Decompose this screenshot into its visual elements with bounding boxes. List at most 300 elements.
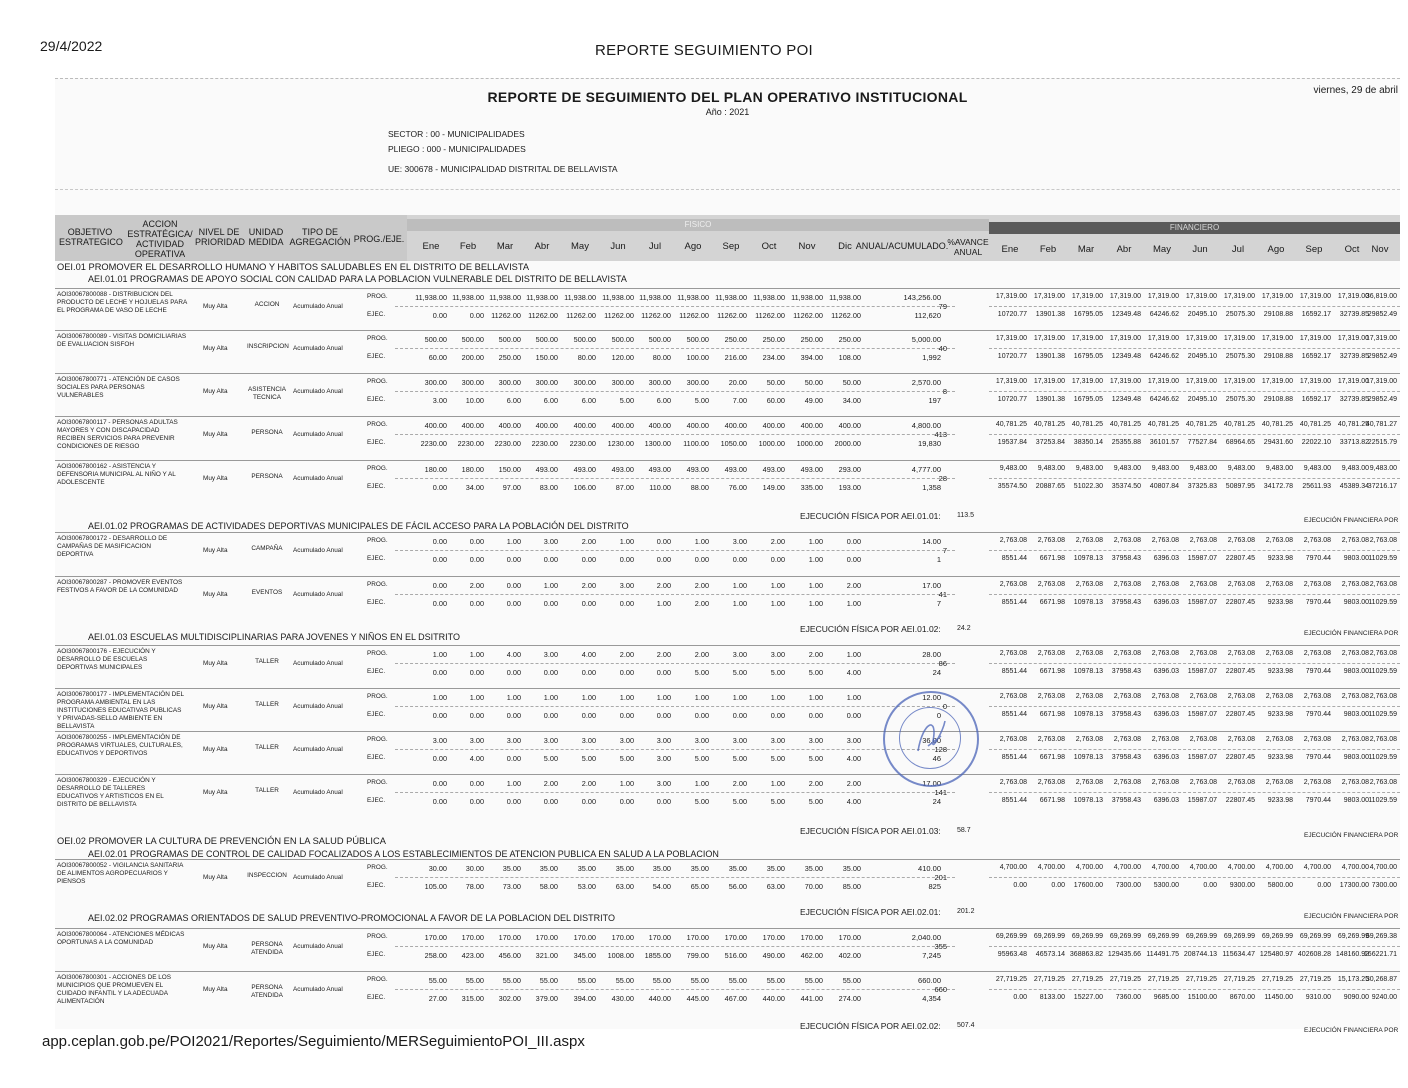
financiera-summary-label: EJECUCIÓN FINANCIERA POR (1304, 517, 1399, 524)
prog-value: 0.00 (432, 581, 447, 590)
report-ue: UE: 300678 - MUNICIPALIDAD DISTRITAL DE BELLAVISTA (388, 164, 618, 174)
activity-name: AOI30067800771 - ATENCIÓN DE CASOS SOCIALES PARA PERSONAS VULNERABLES (57, 376, 180, 399)
prog-value: 30.00 (465, 864, 484, 873)
annual-programmed: 28.00 (922, 650, 941, 659)
fin-prog-value: 17,319.00 (1109, 293, 1141, 300)
fin-ejec-value: 22807.45 (1225, 711, 1255, 718)
prog-label: PROG. (367, 650, 388, 657)
activity-name: AOI30067800089 - VISITAS DOMICILIARIAS DE EVALUACION SISFOH (57, 333, 187, 348)
row-separator (55, 576, 1400, 577)
financiera-summary-label: EJECUCIÓN FINANCIERA POR (1304, 913, 1399, 920)
row-separator (55, 774, 1400, 775)
annual-programmed: 14.00 (922, 537, 941, 546)
prog-value: 3.00 (619, 736, 634, 745)
fin-prog-value: 69,269.99 (1261, 933, 1293, 940)
ejec-value: 11262.00 (679, 311, 709, 320)
fin-prog-value: 69,269.38 (1365, 933, 1397, 940)
fin-ejec-value: 6396.03 (1153, 599, 1179, 606)
ejec-value: 34.00 (465, 483, 484, 492)
fin-ejec-value: 16795.05 (1073, 311, 1103, 318)
ejec-value: 4.00 (846, 754, 861, 763)
fisica-summary-label: EJECUCIÓN FÍSICA POR AEI.02.01: (800, 907, 941, 917)
fin-prog-value: 2,763.08 (1151, 650, 1179, 657)
ejec-label: EJEC. (367, 754, 386, 761)
fin-ejec-value: 8551.44 (1001, 754, 1027, 761)
fin-ejec-value: 16592.17 (1301, 396, 1331, 403)
prog-value: 11,938.00 (526, 293, 558, 302)
prog-label: PROG. (367, 581, 388, 588)
fin-prog-value: 2,763.08 (1189, 537, 1217, 544)
fin-prog-value: 2,763.08 (1341, 581, 1369, 588)
prog-value: 1.00 (732, 693, 747, 702)
fin-prog-value: 2,763.08 (1265, 779, 1293, 786)
fin-ejec-value: 10978.13 (1073, 754, 1103, 761)
ejec-label: EJEC. (367, 311, 386, 318)
fin-ejec-value: 37958.43 (1111, 599, 1141, 606)
prog-value: 1.00 (770, 693, 785, 702)
annual-progress: 86 (938, 659, 947, 668)
prog-value: 50.00 (842, 378, 861, 387)
ejec-value: 1.00 (656, 599, 671, 608)
prog-value: 150.00 (498, 465, 521, 474)
ejec-value: 1.00 (770, 599, 785, 608)
prog-value: 1.00 (770, 581, 785, 590)
fin-ejec-value: 6671.98 (1039, 555, 1065, 562)
fin-prog-value: 2,763.08 (1369, 581, 1397, 588)
row-separator (55, 928, 1400, 929)
prog-label: PROG. (367, 976, 388, 983)
fin-divider (989, 663, 1400, 664)
prog-value: 3.00 (808, 736, 823, 745)
prog-value: 4.00 (581, 650, 596, 659)
prog-value: 1.00 (543, 693, 558, 702)
ejec-label: EJEC. (367, 668, 386, 675)
ejec-value: 87.00 (615, 483, 634, 492)
fin-ejec-value: 6396.03 (1153, 797, 1179, 804)
fin-divider (989, 434, 1400, 435)
fin-month-header: Feb (1039, 244, 1057, 255)
fin-prog-value: 69,269.99 (1109, 933, 1141, 940)
row-divider (395, 946, 955, 947)
fin-ejec-value: 22515.79 (1367, 439, 1397, 446)
annual-programmed: 36.00 (922, 736, 941, 745)
annual-executed: 4,354 (922, 994, 941, 1003)
fin-ejec-value: 125480.97 (1259, 951, 1293, 958)
prog-value: 3.00 (506, 736, 521, 745)
activity-name: AOI30067800329 - EJECUCIÓN Y DESARROLLO DE TALLERES EDUCATIVOS Y ARTISTICOS EN EL DISTRITO DE BELLAVISTA (57, 777, 164, 808)
fin-ejec-value: 33713.82 (1339, 439, 1369, 446)
prog-value: 55.00 (577, 976, 596, 985)
annual-progress: 660 (934, 985, 947, 994)
ejec-value: 1000.00 (758, 439, 785, 448)
prog-value: 300.00 (573, 378, 596, 387)
fin-prog-value: 27,719.25 (995, 976, 1027, 983)
prog-label: PROG. (367, 378, 388, 385)
prog-value: 1.00 (808, 581, 823, 590)
prog-value: 400.00 (800, 421, 823, 430)
prog-value: 1.00 (846, 650, 861, 659)
unit: ASISTENCIA TECNICA (248, 386, 286, 401)
aggregation: Acumulado Anual (293, 547, 343, 554)
aggregation: Acumulado Anual (293, 943, 343, 950)
ejec-value: 258.00 (424, 951, 447, 960)
prog-value: 3.00 (846, 736, 861, 745)
fin-divider (989, 306, 1400, 307)
ejec-value: 1.00 (808, 599, 823, 608)
fin-ejec-value: 35374.50 (1111, 483, 1141, 490)
ejec-value: 60.00 (766, 396, 785, 405)
ejec-value: 2230.00 (531, 439, 558, 448)
fin-ejec-value: 10978.13 (1073, 711, 1103, 718)
prog-value: 35.00 (842, 864, 861, 873)
fin-prog-value: 2,763.08 (1037, 537, 1065, 544)
fin-prog-value: 40,781.25 (1223, 421, 1255, 428)
fin-ejec-value: 11029.59 (1368, 797, 1397, 804)
ejec-label: EJEC. (367, 555, 386, 562)
prog-value: 400.00 (498, 421, 521, 430)
fin-prog-value: 27,719.25 (1299, 976, 1331, 983)
fin-prog-value: 2,763.08 (1075, 537, 1103, 544)
prog-label: PROG. (367, 736, 388, 743)
report-sector: SECTOR : 00 - MUNICIPALIDADES (388, 129, 525, 139)
fin-prog-value: 9,483.00 (1303, 465, 1331, 472)
fin-prog-value: 4,700.00 (1265, 864, 1293, 871)
prog-value: 35.00 (539, 864, 558, 873)
fin-ejec-value: 45389.34 (1339, 483, 1369, 490)
fin-prog-value: 4,700.00 (999, 864, 1027, 871)
annual-programmed: 410.00 (918, 864, 941, 873)
fin-prog-value: 17,319.00 (1223, 293, 1255, 300)
ejec-value: 200.00 (461, 353, 484, 362)
print-url: app.ceplan.gob.pe/POI2021/Reportes/Seguimiento/MERSeguimientoPOI_III.aspx (42, 1033, 585, 1050)
ejec-value: 100.00 (686, 353, 709, 362)
ejec-value: 63.00 (766, 882, 785, 891)
ejec-value: 0.00 (506, 555, 521, 564)
row-divider (395, 749, 955, 750)
ejec-value: 80.00 (577, 353, 596, 362)
fin-prog-value: 4,700.00 (1189, 864, 1217, 871)
prog-value: 2.00 (581, 581, 596, 590)
annual-progress: 28 (938, 474, 947, 483)
fin-month-header: Mar (1077, 244, 1095, 255)
fisica-summary-label: EJECUCIÓN FÍSICA POR AEI.01.01: (800, 511, 941, 521)
prog-value: 11,938.00 (715, 293, 747, 302)
fin-ejec-value: 7970.44 (1305, 599, 1331, 606)
prog-value: 500.00 (648, 335, 671, 344)
fin-prog-value: 69,269.99 (1299, 933, 1331, 940)
fin-prog-value: 17,319.00 (1261, 378, 1293, 385)
fin-ejec-value: 40807.84 (1149, 483, 1179, 490)
prog-value: 2.00 (770, 537, 785, 546)
prog-value: 0.00 (656, 537, 671, 546)
official-seal (883, 691, 979, 787)
row-separator (55, 416, 1400, 417)
fin-ejec-value: 32739.85 (1339, 311, 1369, 318)
fin-ejec-value: 13901.38 (1035, 311, 1065, 318)
fisica-summary-value: 507.4 (957, 1022, 975, 1029)
ejec-value: 0.00 (469, 711, 484, 720)
fin-prog-value: 17,319.00 (1033, 293, 1065, 300)
prog-value: 493.00 (724, 465, 747, 474)
ejec-value: 5.00 (732, 754, 747, 763)
ejec-label: EJEC. (367, 711, 386, 718)
ejec-value: 4.00 (846, 668, 861, 677)
annual-executed: 1 (936, 555, 941, 564)
month-header: Jun (610, 241, 626, 252)
prog-value: 55.00 (690, 976, 709, 985)
prog-value: 170.00 (724, 933, 747, 942)
ejec-value: 440.00 (762, 994, 785, 1003)
fin-prog-value: 2,763.08 (999, 537, 1027, 544)
activity-name: AOI30067800301 - ACCIONES DE LOS MUNICIPIOS QUE PROMUEVEN EL CUIDADO INFANTIL Y LA ADECUADA ALIMENTACIÓN (57, 974, 172, 1005)
ejec-value: 73.00 (502, 882, 521, 891)
ejec-value: 58.00 (539, 882, 558, 891)
prog-value: 11,938.00 (639, 293, 671, 302)
priority: Muy Alta (203, 547, 228, 554)
ejec-value: 0.00 (469, 555, 484, 564)
ejec-value: 60.00 (428, 353, 447, 362)
ejec-value: 11262.00 (566, 311, 596, 320)
row-separator (55, 731, 1400, 732)
prog-value: 2.00 (656, 650, 671, 659)
fin-ejec-value: 64246.62 (1149, 353, 1179, 360)
ejec-value: 0.00 (506, 754, 521, 763)
fin-ejec-value: 9233.98 (1267, 555, 1293, 562)
prog-value: 3.00 (581, 736, 596, 745)
fin-ejec-value: 15987.07 (1187, 555, 1217, 562)
prog-value: 55.00 (502, 976, 521, 985)
row-separator (55, 330, 1400, 331)
ejec-value: 6.00 (543, 396, 558, 405)
prog-value: 11,938.00 (415, 293, 447, 302)
fin-ejec-value: 9233.98 (1267, 711, 1293, 718)
report-sheet (55, 78, 1400, 1034)
fin-ejec-value: 12349.48 (1111, 396, 1141, 403)
ejec-value: 0.00 (808, 711, 823, 720)
month-header: Abr (534, 241, 550, 252)
ejec-value: 63.00 (615, 882, 634, 891)
activity-name: AOI30067800255 - IMPLEMENTACIÓN DE PROGRAMAS VIRTUALES, CULTURALES, EDUCATIVOS Y DEPORTIVOS (57, 734, 183, 757)
fin-divider (989, 550, 1400, 551)
fin-prog-value: 9,483.00 (1113, 465, 1141, 472)
fin-prog-value: 69,269.99 (1147, 933, 1179, 940)
prog-value: 35.00 (804, 864, 823, 873)
fin-ejec-value: 6396.03 (1153, 555, 1179, 562)
prog-value: 3.00 (732, 537, 747, 546)
ejec-label: EJEC. (367, 483, 386, 490)
ejec-value: 88.00 (690, 483, 709, 492)
priority: Muy Alta (203, 746, 228, 753)
print-date: 29/4/2022 (40, 38, 103, 54)
unit: INSCRIPCION (247, 343, 289, 350)
aggregation: Acumulado Anual (293, 591, 343, 598)
ejec-value: 27.00 (428, 994, 447, 1003)
ejec-value: 53.00 (577, 882, 596, 891)
prog-value: 493.00 (762, 465, 785, 474)
fin-ejec-value: 25075.30 (1225, 396, 1255, 403)
fin-divider (989, 706, 1400, 707)
ejec-value: 0.00 (656, 797, 671, 806)
ejec-value: 5.00 (808, 754, 823, 763)
row-separator (55, 645, 1400, 646)
fin-ejec-value: 6671.98 (1039, 711, 1065, 718)
fin-month-header: Jun (1192, 244, 1208, 255)
ejec-value: 5.00 (543, 754, 558, 763)
month-header: Ago (684, 241, 702, 252)
report-title: REPORTE DE SEGUIMIENTO DEL PLAN OPERATIVO INSTITUCIONAL (487, 89, 968, 105)
fin-ejec-value: 6396.03 (1153, 754, 1179, 761)
aggregation: Acumulado Anual (293, 345, 343, 352)
fin-ejec-value: 29108.88 (1263, 311, 1293, 318)
fin-prog-value: 17,319.00 (1147, 378, 1179, 385)
fin-ejec-value: 37216.17 (1367, 483, 1397, 490)
unit: TALLER (255, 701, 279, 708)
prog-value: 170.00 (498, 933, 521, 942)
annual-programmed: 17.00 (922, 581, 941, 590)
ejec-value: 0.00 (432, 797, 447, 806)
fin-ejec-value: 7300.00 (1115, 882, 1141, 889)
fin-ejec-value: 9233.98 (1267, 668, 1293, 675)
fin-prog-value: 27,719.25 (1261, 976, 1293, 983)
fin-ejec-value: 10720.77 (997, 396, 1027, 403)
prog-value: 180.00 (461, 465, 484, 474)
fin-ejec-value: 114491.75 (1146, 951, 1179, 958)
fin-prog-value: 17,319.00 (1299, 335, 1331, 342)
ejec-value: 5.00 (732, 668, 747, 677)
prog-value: 170.00 (686, 933, 709, 942)
prog-value: 170.00 (800, 933, 823, 942)
annual-progress: 0 (942, 702, 947, 711)
ejec-value: 315.00 (461, 994, 484, 1003)
ejec-value: 1230.00 (607, 439, 634, 448)
ejec-value: 234.00 (762, 353, 785, 362)
fin-ejec-value: 5300.00 (1153, 882, 1179, 889)
fin-prog-value: 9,483.00 (999, 465, 1027, 472)
prog-value: 400.00 (838, 421, 861, 430)
financiera-summary-label: EJECUCIÓN FINANCIERA POR (1304, 832, 1399, 839)
prog-label: PROG. (367, 537, 388, 544)
col-prog: PROG./EJE. (353, 234, 405, 244)
fin-ejec-value: 51022.30 (1073, 483, 1103, 490)
fin-prog-value: 17,319.00 (1299, 378, 1331, 385)
fin-prog-value: 17,319.00 (1185, 378, 1217, 385)
prog-value: 35.00 (652, 864, 671, 873)
fin-prog-value: 2,763.08 (1113, 693, 1141, 700)
fin-ejec-value: 10978.13 (1073, 797, 1103, 804)
fin-ejec-value: 9310.00 (1305, 994, 1331, 1001)
action-heading: AEI.02.01 PROGRAMAS DE CONTROL DE CALIDAD FOCALIZADOS A LOS ESTABLECIMIENTOS DE ATENCION PUBLICA EN SALUD A LA POBLACION (88, 849, 719, 859)
fin-prog-value: 2,763.08 (1075, 693, 1103, 700)
fin-month-header: Oct (1344, 244, 1360, 255)
prog-value: 3.00 (656, 779, 671, 788)
fin-ejec-value: 32739.85 (1339, 396, 1369, 403)
activity-name: AOI30067800088 - DISTRIBUCION DEL PRODUCTO DE LECHE Y HOJUELAS PARA EL PROGRAMA DE VASO DE LECHE (57, 291, 187, 314)
ejec-value: 54.00 (652, 882, 671, 891)
fin-ejec-value: 36101.57 (1149, 439, 1179, 446)
report-year: Año : 2021 (705, 107, 750, 117)
aggregation: Acumulado Anual (293, 703, 343, 710)
fin-ejec-value: 22807.45 (1225, 754, 1255, 761)
fin-ejec-value: 6671.98 (1039, 797, 1065, 804)
ejec-value: 0.00 (506, 599, 521, 608)
annual-progress: 201 (934, 873, 947, 882)
ejec-value: 0.00 (506, 797, 521, 806)
fin-ejec-value: 12349.48 (1111, 311, 1141, 318)
ejec-value: 65.00 (690, 882, 709, 891)
fin-prog-value: 2,763.08 (999, 693, 1027, 700)
prog-value: 1.00 (506, 693, 521, 702)
prog-value: 0.00 (506, 581, 521, 590)
ejec-label: EJEC. (367, 599, 386, 606)
aggregation: Acumulado Anual (293, 986, 343, 993)
row-divider (395, 550, 955, 551)
row-divider (395, 306, 955, 307)
annual-executed: 1,358 (922, 483, 941, 492)
annual-programmed: 143,256.00 (903, 293, 941, 302)
ejec-value: 120.00 (611, 353, 634, 362)
ejec-label: EJEC. (367, 353, 386, 360)
fin-prog-value: 2,763.08 (1189, 693, 1217, 700)
ejec-value: 5.00 (770, 668, 785, 677)
priority: Muy Alta (203, 345, 228, 352)
prog-value: 0.00 (432, 537, 447, 546)
prog-value: 170.00 (535, 933, 558, 942)
ejec-value: 6.00 (581, 396, 596, 405)
fin-prog-value: 2,763.08 (1303, 779, 1331, 786)
prog-value: 30.00 (428, 864, 447, 873)
ejec-value: 441.00 (800, 994, 823, 1003)
fin-ejec-value: 95963.48 (997, 951, 1027, 958)
ejec-value: 5.00 (770, 797, 785, 806)
fin-ejec-value: 0.00 (1013, 882, 1027, 889)
fin-ejec-value: 25611.93 (1302, 483, 1331, 490)
prog-value: 1.00 (619, 693, 634, 702)
ejec-value: 0.00 (694, 711, 709, 720)
ejec-value: 106.00 (573, 483, 596, 492)
prog-value: 293.00 (838, 465, 861, 474)
fin-ejec-value: 9685.00 (1153, 994, 1179, 1001)
prog-value: 4.00 (506, 650, 521, 659)
separator (55, 189, 1400, 190)
fin-prog-value: 17,319.00 (1033, 378, 1065, 385)
ejec-value: 0.00 (432, 599, 447, 608)
prog-value: 1.00 (694, 779, 709, 788)
annual-progress: 128 (934, 745, 947, 754)
prog-value: 170.00 (838, 933, 861, 942)
fin-ejec-value: 22807.45 (1225, 668, 1255, 675)
ejec-value: 456.00 (498, 951, 521, 960)
ejec-value: 1100.00 (683, 439, 709, 448)
ejec-value: 11262.00 (755, 311, 785, 320)
fin-prog-value: 27,719.25 (1071, 976, 1103, 983)
fin-ejec-value: 37958.43 (1111, 754, 1141, 761)
fin-ejec-value: 22807.45 (1225, 599, 1255, 606)
priority: Muy Alta (203, 388, 228, 395)
prog-value: 55.00 (615, 976, 634, 985)
prog-value: 2.00 (808, 650, 823, 659)
annual-executed: 112,620 (914, 311, 941, 320)
prog-value: 250.00 (800, 335, 823, 344)
prog-value: 500.00 (461, 335, 484, 344)
fin-month-header: Abr (1116, 244, 1132, 255)
annual-executed: 7 (936, 599, 941, 608)
ejec-value: 108.00 (838, 353, 861, 362)
prog-value: 1.00 (770, 779, 785, 788)
prog-label: PROG. (367, 864, 388, 871)
fin-ejec-value: 68964.65 (1225, 439, 1255, 446)
prog-value: 170.00 (461, 933, 484, 942)
ejec-value: 4.00 (469, 754, 484, 763)
